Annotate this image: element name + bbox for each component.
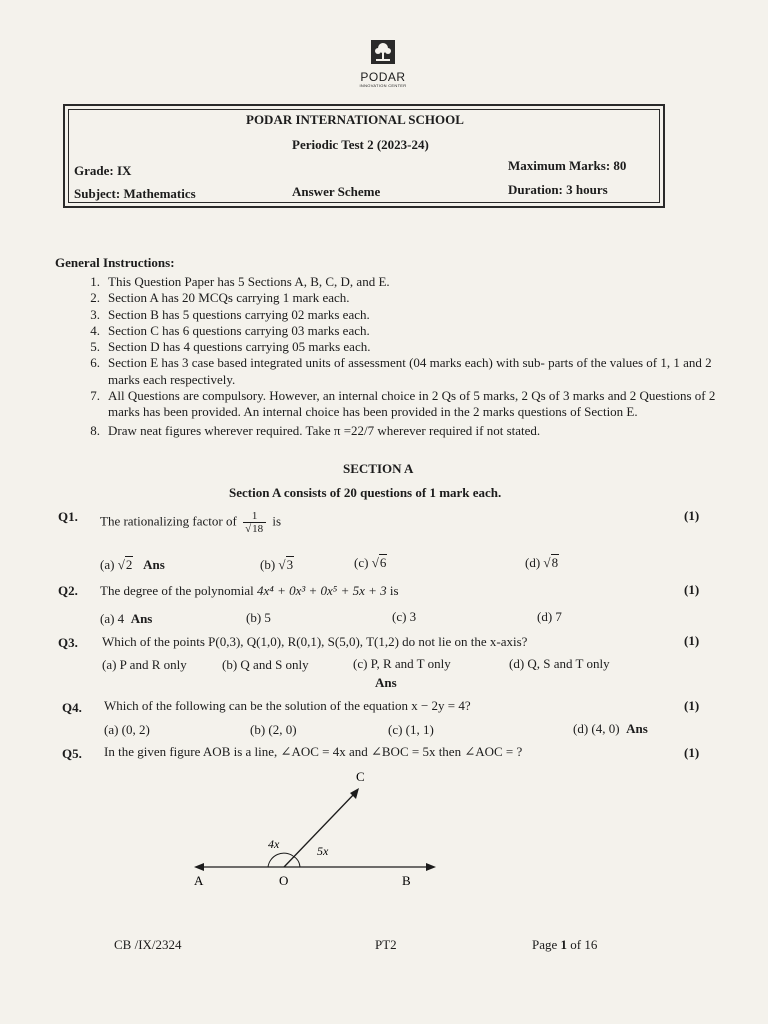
option-b: (b) 5 bbox=[246, 610, 271, 625]
question-text: In the given figure AOB is a line, ∠AOC = 4x and ∠BOC = 5x then ∠AOC = ? bbox=[104, 744, 523, 759]
arrow-left-icon bbox=[194, 863, 204, 871]
duration-label: Duration: 3 hours bbox=[508, 182, 608, 197]
answer-marker: Ans bbox=[626, 721, 648, 736]
question-number: Q5. bbox=[62, 746, 82, 761]
instruction-item: 4. Section C has 6 questions carrying 03 marks each. bbox=[90, 322, 370, 338]
question-number: Q1. bbox=[58, 509, 78, 524]
test-name: Periodic Test 2 (2023-24) bbox=[292, 137, 429, 152]
option-a: (a) (0, 2) bbox=[104, 722, 150, 737]
question-text: The degree of the polynomial 4x⁴ + 0x³ + 0x⁵ + 5x + 3 is bbox=[100, 583, 399, 598]
marks: (1) bbox=[684, 582, 700, 597]
footer-test: PT2 bbox=[375, 937, 397, 952]
question-number: Q2. bbox=[58, 583, 78, 598]
instruction-item: 8. Draw neat figures wherever required. Take π =22/7 wherever required if not stated. bbox=[90, 422, 541, 438]
option-d: (d) Q, S and T only bbox=[509, 656, 610, 671]
angle-arc-boc bbox=[293, 856, 300, 867]
option-b: (b) Q and S only bbox=[222, 657, 309, 672]
option-a: (a) 4 Ans bbox=[100, 611, 153, 626]
arrow-right-icon bbox=[426, 863, 436, 871]
tree-logo-icon bbox=[371, 40, 395, 64]
marks: (1) bbox=[684, 633, 700, 648]
option-c: (c) √6 bbox=[354, 555, 387, 570]
option-d: (d) (4, 0) Ans bbox=[573, 721, 648, 736]
instruction-item: 1. This Question Paper has 5 Sections A, B, C, D, and E. bbox=[90, 274, 390, 289]
question-text: Which of the points P(0,3), Q(1,0), R(0,1), S(5,0), T(1,2) do not lie on the x-axis? bbox=[102, 634, 528, 649]
instruction-item: 6. Section E has 3 case based integrated units of assessment (04 marks each) with sub- parts of the values of 1, 1 and 2 marks each respectively. bbox=[90, 355, 712, 387]
section-title: SECTION A bbox=[343, 461, 414, 476]
option-c: (c) 3 bbox=[392, 609, 417, 624]
school-logo bbox=[352, 40, 414, 88]
label-c: C bbox=[356, 769, 365, 784]
max-marks-label: Maximum Marks: 80 bbox=[508, 158, 627, 173]
question-number: Q4. bbox=[62, 700, 82, 715]
logo-subtitle: INNOVATION CENTER bbox=[359, 83, 407, 88]
instruction-item: 3. Section B has 5 questions carrying 02 marks each. bbox=[90, 306, 370, 322]
question-number: Q3. bbox=[58, 635, 78, 650]
option-c: (c) P, R and T only bbox=[353, 656, 451, 671]
label-a: A bbox=[194, 873, 204, 888]
question-text: The rationalizing factor of $\frac{1}{√18}$ is bbox=[100, 510, 282, 535]
angle-arc-aoc bbox=[268, 853, 293, 867]
footer-code: CB /IX/2324 bbox=[114, 937, 182, 952]
instruction-item: 2. Section A has 20 MCQs carrying 1 mark each. bbox=[90, 290, 350, 306]
fraction: $\frac{1}{√18}$ bbox=[243, 510, 266, 535]
marks: (1) bbox=[684, 508, 700, 523]
marks: (1) bbox=[684, 745, 700, 760]
instructions-title: General Instructions: bbox=[55, 255, 175, 270]
option-a: (a) √2 Ans bbox=[100, 557, 165, 572]
answer-marker: Ans bbox=[143, 557, 165, 572]
option-b: (b) (2, 0) bbox=[250, 722, 297, 737]
label-b: B bbox=[402, 873, 411, 888]
answer-marker: Ans bbox=[130, 611, 153, 626]
instruction-item: 5. Section D has 4 questions carrying 05 marks each. bbox=[90, 339, 371, 355]
footer-page: Page 1 of 16 bbox=[532, 937, 598, 952]
logo-name: PODAR bbox=[360, 70, 406, 84]
option-d: (d) 7 bbox=[537, 609, 562, 624]
option-b: (b) √3 bbox=[260, 557, 294, 572]
instruction-item: 7. All Questions are compulsory. However, an internal choice in 2 Qs of 5 marks, 2 Qs of 3 marks and 2 Questions of 2 marks has been provided. An internal choice has been provided in the 2 marks questions of Section E. bbox=[90, 388, 716, 420]
school-name: PODAR INTERNATIONAL SCHOOL bbox=[246, 112, 464, 127]
subject-label: Subject: Mathematics bbox=[74, 186, 196, 201]
instructions-list bbox=[74, 274, 734, 439]
question-text: Which of the following can be the solution of the equation x − 2y = 4? bbox=[104, 698, 471, 713]
label-4x: 4x bbox=[268, 837, 280, 851]
option-d: (d) √8 bbox=[525, 555, 559, 570]
grade-label: Grade: IX bbox=[74, 163, 132, 178]
label-o: O bbox=[279, 873, 289, 888]
answer-scheme-label: Answer Scheme bbox=[292, 184, 381, 199]
marks: (1) bbox=[684, 698, 700, 713]
option-a: (a) P and R only bbox=[102, 657, 187, 672]
answer-marker: Ans bbox=[375, 675, 397, 690]
angle-figure bbox=[180, 764, 460, 894]
option-c: (c) (1, 1) bbox=[388, 722, 434, 737]
section-subtitle: Section A consists of 20 questions of 1 mark each. bbox=[229, 485, 502, 500]
label-5x: 5x bbox=[317, 844, 329, 858]
